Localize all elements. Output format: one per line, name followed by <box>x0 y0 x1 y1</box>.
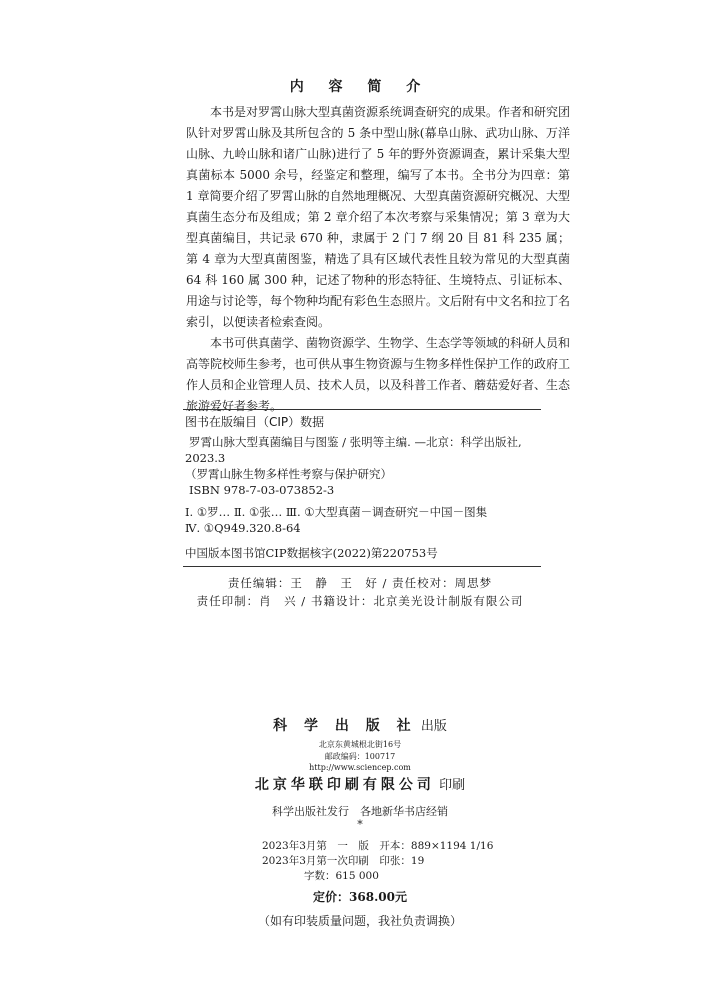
cip-heading: 图书在版编目（CIP）数据 <box>185 415 325 429</box>
cip-series-line: （罗霄山脉生物多样性考察与保护研究） <box>185 467 392 481</box>
separator-star: * <box>357 818 363 831</box>
printer-suffix: 印刷 <box>439 778 466 793</box>
credits-production: 责任印制：肖 兴 / 书籍设计：北京美光设计制版有限公司 <box>196 594 524 608</box>
publisher-postcode: 邮政编码：100717 <box>324 752 396 761</box>
publisher-address: 北京东黄城根北街16号 <box>318 740 402 749</box>
credits-editors: 责任编辑：王 静 王 好 / 责任校对：周思梦 <box>227 576 493 590</box>
summary-paragraph-2: 本书可供真菌学、菌物资源学、生物学、生态学等领域的科研人员和高等院校师生参考，也可供从事生物资源与生物多样性保护工作的政府工作人员和企业管理人员、技术人员，以及科普工作者、蘑菇爱好者、生态旅游爱好者参考。 <box>186 336 571 413</box>
printer <box>0 774 720 794</box>
publisher <box>0 715 720 735</box>
publisher-website: http://www.sciencep.com <box>309 763 411 772</box>
cip-number: 中国版本图书馆CIP数据核字(2022)第220753号 <box>185 546 438 560</box>
price: 定价：368.00元 <box>313 890 407 904</box>
cip-classification-2: Ⅳ. ①Q949.320.8-64 <box>185 521 301 535</box>
edition-info <box>262 839 493 884</box>
summary-body <box>186 102 570 417</box>
publisher-name: 科 学 出 版 社 <box>273 718 417 734</box>
edition-line-3: 字数：615 000 <box>304 870 379 882</box>
distribution: 科学出版社发行 各地新华书店经销 <box>272 805 448 818</box>
summary-title: 内 容 简 介 <box>289 79 431 95</box>
cip-date-line: 2023.3 <box>185 451 226 465</box>
edition-line-1: 2023年3月第 一 版 开本：889×1194 1/16 <box>262 840 494 852</box>
publisher-suffix: 出版 <box>420 719 447 734</box>
quality-note: （如有印装质量问题，我社负责调换） <box>257 914 462 928</box>
cip-classification-1: Ⅰ. ①罗… Ⅱ. ①张… Ⅲ. ①大型真菌－调查研究－中国－图集 <box>185 505 488 519</box>
credits <box>0 574 720 610</box>
printer-name: 北京华联印刷有限公司 <box>254 777 435 793</box>
summary-paragraph-1: 本书是对罗霄山脉大型真菌资源系统调查研究的成果。作者和研究团队针对罗霄山脉及其所包含的 5 条中型山脉(幕阜山脉、武功山脉、万洋山脉、九岭山脉和诸广山脉)进行了 5 年的野外资源调查，累计采集大型真菌标本 5000 余号，经鉴定和整理，编写了本书。全书分为四章：第 1 章简要介绍了罗霄山脉的自然地理概况、大型真菌资源研究概况、大型真菌生态分布及组成；第 2 章介绍了本次考察与采集情况；第 3 章为大型真菌编目，共记录 670 种，隶属于 2 门 7 纲 20 目 81 科 235 属；第 4 章为大型真菌图鉴，精选了具有区域代表性且较为常见的大型真菌 64 科 160 属 300 种，记述了物种的形态特征、生境特点、引证标本、用途与讨论等，每个物种均配有彩色生态照片。文后附有中文名和拉丁名索引，以便读者检索查阅。 <box>186 105 571 329</box>
cip-bottom-rule <box>183 566 541 567</box>
cip-block <box>183 409 541 567</box>
edition-line-2: 2023年3月第一次印刷 印张：19 <box>262 855 425 867</box>
cip-isbn: ISBN 978-7-03-073852-3 <box>189 483 335 497</box>
cip-title-line: 罗霄山脉大型真菌编目与图鉴 / 张明等主编. —北京：科学出版社, <box>189 435 522 449</box>
